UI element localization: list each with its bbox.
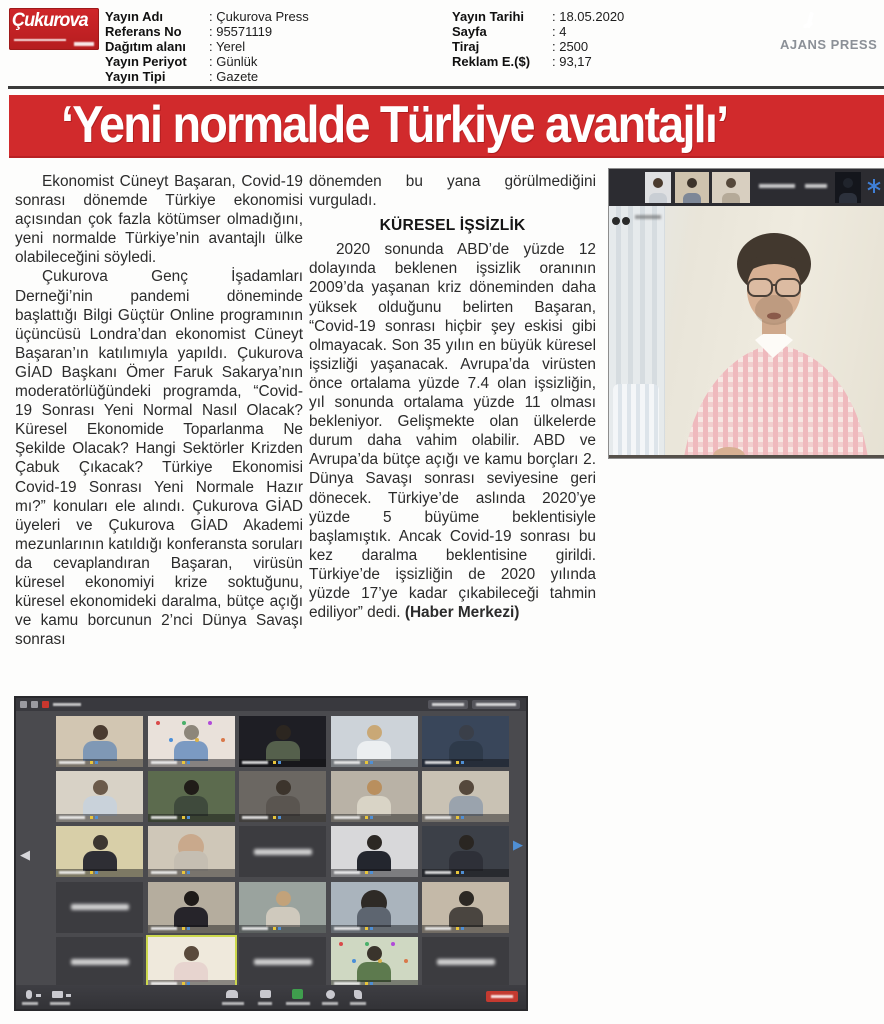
meta-field-value: : 93,17 (552, 54, 592, 69)
conference-topbar (16, 698, 526, 711)
participant-tile (331, 937, 418, 988)
meta-row (105, 39, 435, 54)
reactions-icon (354, 990, 362, 999)
meta-row (452, 24, 752, 39)
mic-caret-icon (36, 994, 41, 997)
record-button-icon (326, 990, 335, 999)
participant-tile (422, 771, 509, 822)
participant-tile (56, 937, 143, 988)
chat-label-smudge (258, 1002, 272, 1005)
meta-field-value: : 4 (552, 24, 567, 39)
participant-tile (148, 716, 235, 767)
participant-tile (422, 937, 509, 988)
video-label-smudge (50, 1002, 70, 1005)
participant-tile (239, 771, 326, 822)
participant-tile (148, 771, 235, 822)
meta-field-value: : 95571119 (209, 24, 273, 39)
participant-name-smudge (254, 849, 312, 855)
meta-field-label: Yayın Adı (105, 9, 164, 24)
participant-tile (148, 937, 235, 988)
logo-subtext-smudge (74, 42, 94, 46)
paragraph: dönemden bu yana görülmediğini vurguladı. (309, 173, 596, 210)
participant-tile (56, 716, 143, 767)
subheading: KÜRESEL İŞSİZLİK (379, 217, 526, 235)
participant-name-smudge (71, 904, 129, 910)
participant-tile (331, 716, 418, 767)
meta-field-label: Dağıtım alanı (105, 39, 186, 54)
mute-label-smudge (22, 1002, 38, 1005)
participant-tile (239, 882, 326, 933)
participant-tile (239, 826, 326, 877)
participant-thumbnail (675, 172, 709, 203)
agency-sphere-icon (796, 7, 823, 34)
next-page-arrow-icon: ▶ (513, 837, 523, 852)
participant-name-smudge (759, 184, 795, 188)
info-icon (31, 701, 38, 708)
participant-tile (56, 882, 143, 933)
speaker-portrait (663, 212, 883, 459)
participant-grid (56, 716, 508, 988)
videocall-thumbnail-strip (609, 169, 884, 206)
body-text: 2020 sonunda ABD’de yüzde 12 dolayında beklenen işsizlik oranının 2009’da yaşanan kriz döneminden daha yüksek olduğunu belirten Başaran, “Covid-19 sonrası hiçbir şey eskisi gibi olmayacak. Son 35 yılın en büyük küresel işsizliği yaşanacak. Avrupa’da virüsten önce ortalama yüzde 7.4 olan işsizliğin, yıl sonunda ortalama yüzde 11 olması bekleniyor. Gelişmekte olan ülkelerde durum daha vahim olabilir. ABD ve Avrupa’da bütçe açığı ve kamu borçları 2. Dünya Savaşı sonrası seviyesine geri dönecek. Türkiye’de aslında 2020’ye yüzde 5 büyüme beklentisiyle başlamıştık. Ancak Covid-19 sonrası bu kez daralma beklentisine girildi. Türkiye’de işsizliğin de 2020 yılında yüzde 17’ye kadar çıkabileceği tahmin ediliyor” dedi. (309, 241, 596, 622)
meta-field-value: : Çukurova Press (209, 9, 309, 24)
meta-field-value: : 18.05.2020 (552, 9, 625, 24)
conference-toolbar (16, 985, 526, 1009)
participant-tile (422, 826, 509, 877)
participant-tile (331, 882, 418, 933)
headline-text: ‘Yeni normalde Türkiye avantajlı’ (61, 96, 728, 154)
publication-logo (9, 8, 99, 50)
meta-field-value: : Günlük (209, 54, 258, 69)
speaker-video-frame (609, 206, 884, 458)
radiator-background (613, 384, 659, 458)
participant-tile (56, 826, 143, 877)
meeting-title-smudge (53, 703, 81, 706)
share-label-smudge (286, 1002, 310, 1005)
meta-row (452, 39, 752, 54)
metadata-left-table (105, 9, 435, 84)
paragraph: Ekonomist Cüneyt Başaran, Covid-19 sonrası dönemde Türkiye ekonomisi açısından çok fazla kötümser olmadığını, yeni normalde Türkiye’nin avantajlı ülke olabileceğini söyledi. (15, 173, 303, 267)
speaker-photo (608, 168, 884, 459)
photo-border (609, 455, 884, 458)
meta-row (105, 69, 435, 84)
participant-tile (331, 771, 418, 822)
video-icon (52, 991, 63, 998)
participant-tile (331, 826, 418, 877)
recording-indicator-icon (612, 212, 632, 230)
meta-field-label: Sayfa (452, 24, 487, 39)
chat-icon (260, 990, 271, 998)
headline-banner (9, 95, 884, 156)
participant-thumbnail (645, 172, 671, 203)
publication-logo-text: Çukurova (12, 10, 88, 31)
participants-icon (226, 990, 238, 998)
recording-label-smudge (635, 215, 661, 219)
meta-row (105, 54, 435, 69)
mute-icon (26, 990, 32, 999)
agency-name: AJANS PRESS (780, 37, 878, 52)
speaker-view-button (428, 700, 468, 709)
meta-row (452, 9, 752, 24)
fullscreen-button (472, 700, 520, 709)
meta-field-value: : 2500 (552, 39, 589, 54)
meta-field-label: Reklam E.($) (452, 54, 531, 69)
participant-tile (239, 716, 326, 767)
meta-field-label: Yayın Tarihi (452, 9, 525, 24)
agency-logo (780, 7, 884, 53)
participant-tile (56, 771, 143, 822)
participant-tile (148, 826, 235, 877)
record-label-smudge (322, 1002, 338, 1005)
snowflake-icon (867, 179, 881, 193)
byline: (Haber Merkezi) (404, 604, 520, 622)
end-meeting-button (486, 991, 518, 1002)
meta-field-label: Yayın Tipi (105, 69, 166, 84)
meta-field-value: : Gazete (209, 69, 259, 84)
video-caret-icon (66, 994, 71, 997)
meta-field-label: Referans No (105, 24, 182, 39)
meta-row (105, 9, 435, 24)
participant-tile (422, 716, 509, 767)
share-screen-icon (292, 989, 303, 999)
participant-name-smudge (254, 959, 312, 965)
header-divider (8, 86, 884, 89)
participant-thumbnail (712, 172, 750, 203)
record-indicator-icon (42, 701, 49, 708)
meta-row (105, 24, 435, 39)
previous-page-arrow-icon: ◀ (20, 847, 30, 862)
metadata-right-table (452, 9, 752, 69)
meta-field-label: Yayın Periyot (105, 54, 187, 69)
participant-thumbnail (835, 172, 861, 203)
participants-label-smudge (222, 1002, 244, 1005)
meta-field-value: : Yerel (209, 39, 246, 54)
paragraph (309, 240, 596, 622)
meta-field-label: Tiraj (452, 39, 480, 54)
participant-tile (148, 882, 235, 933)
logo-underline (14, 39, 66, 41)
conference-screenshot (14, 696, 528, 1011)
reactions-label-smudge (350, 1002, 366, 1005)
participant-name-smudge (437, 959, 495, 965)
window-icon (20, 701, 27, 708)
participant-tile (422, 882, 509, 933)
participant-name-smudge (805, 184, 827, 188)
article-column-2 (309, 172, 596, 622)
paragraph: Çukurova Genç İşadamları Derneği’nin pandemi döneminde başlattığı Bilgi Güçtür Online programının üçüncüsü Londra’dan ekonomist Cüneyt Başaran’ın katılımıyla yapıldı. Çukurova GİAD Başkanı Ömer Faruk Sakarya’nın moderatörlüğündeki programda, “Covid-19 Sonrası Yeni Normal Nasıl Olacak? Küresel Ekonomide Toparlanma Ne Şekilde Olacak? Hangi Sektörler Krizden Çabuk Çıkacak? Türkiye Ekonomisi Covid-19 Sonrası Yeni Normale Hazır mı?” konuları ele alındı. Çukurova GİAD üyeleri ve Çukurova GİAD Akademi mezunlarının katıldığı konferansta soruları da cevaplandıran Başaran, virüsün küresel ekonomiyi krize soktuğunu, küresel ekonomideki daralma, bütçe açığı ve kamu borcunun 2’nci Dünya Savaşı sonrası (15, 268, 303, 649)
participant-name-smudge (71, 959, 129, 965)
meta-row (452, 54, 752, 69)
participant-tile (239, 937, 326, 988)
article-column-1 (15, 172, 303, 649)
